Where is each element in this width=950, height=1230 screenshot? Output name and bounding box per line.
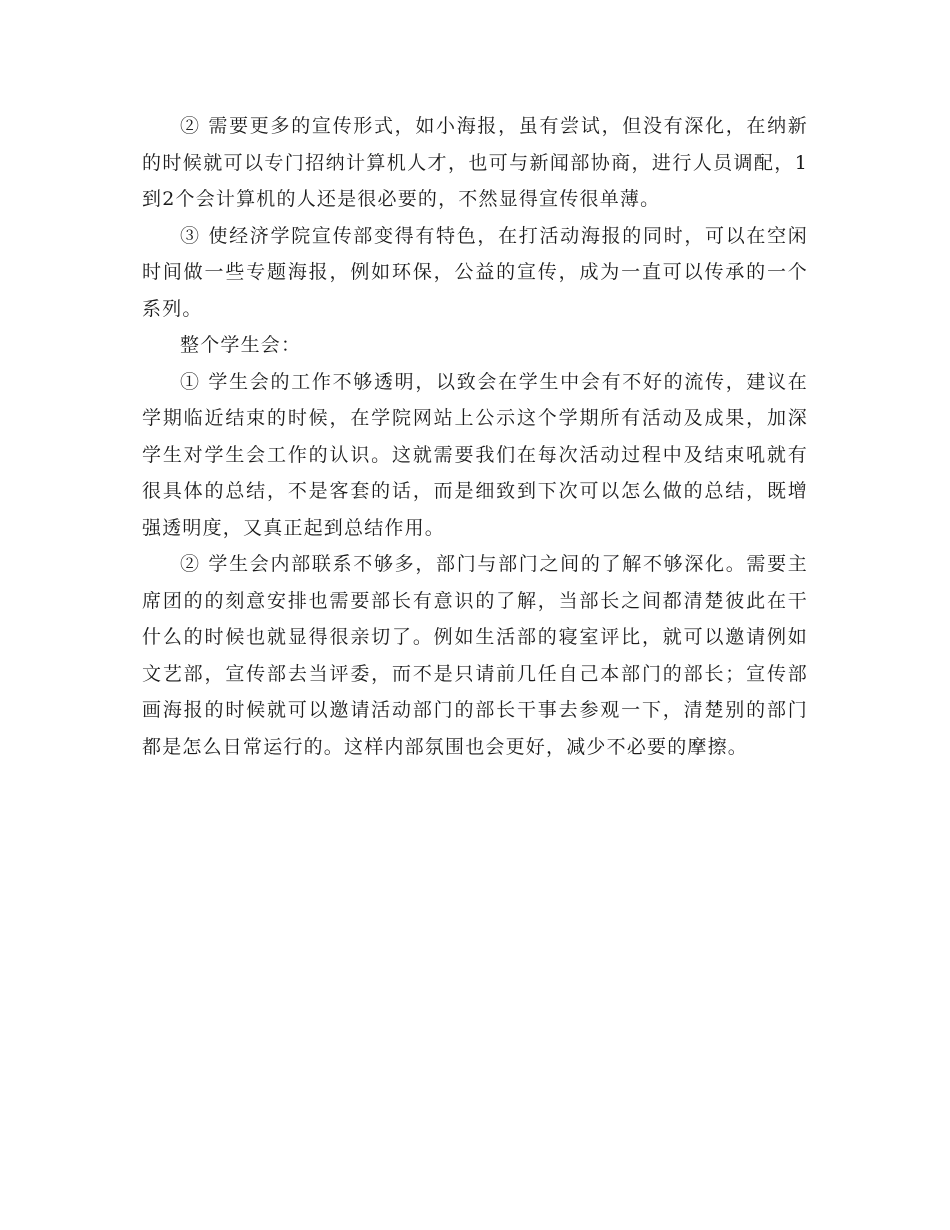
paragraph-publicity-forms: ② 需要更多的宣传形式，如小海报，虽有尝试，但没有深化，在纳新的时候就可以专门招纳计算机人才，也可与新闻部协商，进行人员调配，1到2个会计算机的人还是很必要的，不然显得宣传很单薄。 xyxy=(142,115,808,210)
document-body xyxy=(142,108,808,765)
section-heading-student-union: 整个学生会： xyxy=(180,334,302,356)
paragraph-publicity-features: ③ 使经济学院宣传部变得有特色，在打活动海报的同时，可以在空闲时间做一些专题海报，例如环保，公益的宣传，成为一直可以传承的一个系列。 xyxy=(142,224,808,320)
paragraph-transparency: ① 学生会的工作不够透明，以致会在学生中会有不好的流传，建议在学期临近结束的时候，在学院网站上公示这个学期所有活动及成果，加深学生对学生会工作的认识。这就需要我们在每次活动过程中及结束吼就有很具体的总结，不是客套的话，而是细致到下次可以怎么做的总结，既增强透明度，又真正起到总结作用。 xyxy=(142,370,808,539)
paragraph-internal-communication: ② 学生会内部联系不够多，部门与部门之间的了解不够深化。需要主席团的的刻意安排也需要部长有意识的了解，当部长之间都清楚彼此在干什么的时候也就显得很亲切了。例如生活部的寝室评比，就可以邀请例如文艺部，宣传部去当评委，而不是只请前几任自己本部门的部长；宣传部画海报的时候就可以邀请活动部门的部长干事去参观一下，清楚别的部门都是怎么日常运行的。这样内部氛围也会更好，减少不必要的摩擦。 xyxy=(142,553,808,758)
